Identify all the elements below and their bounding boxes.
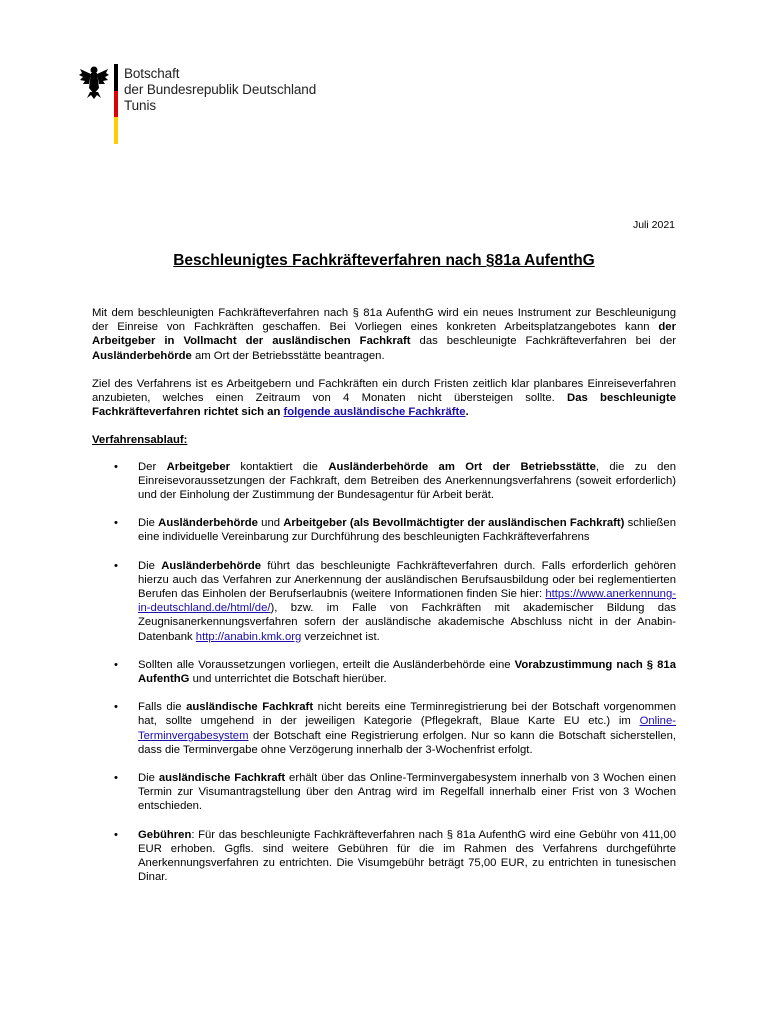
bullet-icon: • (114, 559, 118, 572)
text: , die zu den Einreisevoraussetzungen der Fachkraft, dem Betreiben des Anerkennungsverfahrens (soweit erforderlich) und der Einholung der Zustimmung der Bundesagentur für Arbeit berät. (138, 460, 677, 502)
list-item (92, 771, 676, 814)
text: ), bzw. im Falle von Fachkräften mit akademischer Bildung das Zeugnisanerkennungsverfahren sofern der ausländische akademische Abschluss nicht in der Anabin-Datenbank (138, 602, 676, 643)
text: Falls die (138, 701, 187, 714)
list-item (92, 559, 676, 644)
intro-paragraph-2 (92, 377, 676, 420)
bullet-icon: • (114, 772, 118, 785)
anabin-link[interactable]: http://anabin.kmk.org (195, 630, 302, 643)
bold-text: ausländische Fachkraft (186, 701, 314, 714)
embassy-name-line2: der Bundesrepublik Deutschland (124, 82, 317, 97)
flag-bar (114, 64, 118, 144)
embassy-name-line3: Tunis (124, 98, 157, 113)
text: und (257, 517, 284, 530)
embassy-name-line1: Botschaft (124, 66, 180, 81)
procedure-heading: Verfahrensablauf: (92, 434, 188, 447)
bold-text: Ausländerbehörde (92, 349, 192, 362)
text: am Ort der Betriebsstätte beantragen. (191, 349, 385, 362)
list-item (92, 700, 676, 757)
list-item (92, 460, 676, 503)
skilled-workers-link[interactable]: folgende ausländische Fachkräfte (283, 406, 466, 419)
bold-text: . (465, 406, 469, 419)
online-appointment-link[interactable]: Online-Terminvergabesystem (138, 715, 676, 742)
bold-text: der Arbeitgeber in Vollmacht der ausländischen Fachkraft (92, 321, 676, 348)
bold-text: Vorabzustimmung nach § 81a AufenthG (138, 658, 676, 686)
anerkennung-link[interactable]: https://www.anerkennung-in-deutschland.de/html/de/ (138, 588, 676, 615)
text: kontaktiert die (230, 460, 329, 473)
bold-text: Arbeitgeber (als Bevollmächtigter der ausländischen Fachkraft) (283, 517, 625, 530)
bold-text: Ausländerbehörde (161, 559, 262, 572)
text: führt das beschleunigte Fachkräfteverfahren durch. Falls erforderlich gehören hierzu auch das Verfahren zur Anerkennung der ausländischen Berufsausbildung oder bei reglementierten Berufen das Einholen der Berufserlaubnis (weitere Informationen finden Sie hier: (138, 559, 676, 601)
bullet-icon: • (114, 701, 118, 714)
text: und unterrichtet die Botschaft hierüber. (189, 673, 387, 686)
text: Mit dem beschleunigten Fachkräfteverfahren nach § 81a AufenthG wird ein neues Instrument zur Beschleunigung der Einreise von Fachkräften geschaffen. Bei Vorliegen eines konkreten Arbeitsplatzangebotes kann (92, 307, 676, 334)
document-title: Beschleunigtes Fachkräfteverfahren nach §81a AufenthG (173, 252, 595, 269)
bullet-icon: • (114, 460, 118, 473)
procedure-list (92, 460, 676, 885)
flag-black-stripe (114, 64, 118, 91)
text: Die (138, 517, 159, 530)
text: das beschleunigte Fachkräfteverfahren bei der (410, 335, 676, 348)
document-date: Juli 2021 (632, 219, 675, 231)
bullet-icon: • (114, 517, 118, 530)
bold-text: Ausländerbehörde (158, 517, 258, 530)
text: : Für das beschleunigte Fachkräfteverfahren nach § 81a AufenthG wird eine Gebühr von 411,00 EUR erhoben. Ggfls. sind weitere Gebühren für die im Rahmen des Verfahrens durchgeführte Anerkennungsverfahren zu entrichten. Die Visumgebühr beträgt 75,00 EUR, zu entrichten in tunesischen Dinar. (138, 828, 676, 884)
text: der Botschaft eine Registrierung erfolgen. Nur so kann die Botschaft sicherstellen, dass die Terminvergabe ohne Verzögerung innerhalb der 3-Wochenfrist erfolgt. (138, 729, 676, 756)
flag-red-stripe (114, 91, 118, 118)
text: Die (138, 559, 162, 572)
list-item (92, 658, 676, 686)
bullet-icon: • (114, 658, 118, 671)
bold-text: Gebühren (138, 828, 192, 841)
text: Der (138, 460, 167, 473)
list-item (92, 828, 676, 885)
text: verzeichnet ist. (301, 630, 380, 643)
embassy-name (124, 66, 316, 114)
text: Sollten alle Voraussetzungen vorliegen, erteilt die Ausländerbehörde eine (138, 658, 515, 671)
bold-text: Ausländerbehörde am Ort der Betriebsstätte (328, 460, 596, 473)
text: nicht bereits eine Terminregistrierung bei der Botschaft vorgenommen hat, sollte umgehend in der jeweiligen Kategorie (Pflegekraft, Blaue Karte EU etc.) im (138, 701, 676, 728)
federal-eagle-icon (78, 64, 110, 100)
document-body (92, 306, 676, 899)
flag-gold-stripe (114, 117, 118, 144)
text: erhält über das Online-Terminvergabesystem innerhalb von 3 Wochen einen Termin zur Visumantragstellung über den Antrag wird im Regelfall innerhalb einer Frist von 3 Wochen entschieden. (138, 772, 676, 813)
text: Die (138, 772, 159, 785)
bold-text: Das beschleunigte Fachkräfteverfahren richtet sich an (92, 392, 676, 419)
list-item (92, 516, 676, 544)
bold-text: ausländische Fachkraft (158, 772, 286, 785)
text: Ziel des Verfahrens ist es Arbeitgebern und Fachkräften ein durch Fristen zeitlich klar planbares Einreiseverfahren anzubieten, welches einen Zeitraum von 4 Monaten nicht übersteigen sollte. (92, 377, 676, 405)
bold-text: Arbeitgeber (166, 460, 230, 473)
text: schließen eine individuelle Vereinbarung zur Durchführung des beschleunigten Fachkräfteverfahrens (138, 517, 676, 544)
bullet-icon: • (114, 828, 118, 841)
intro-paragraph-1 (92, 306, 676, 363)
